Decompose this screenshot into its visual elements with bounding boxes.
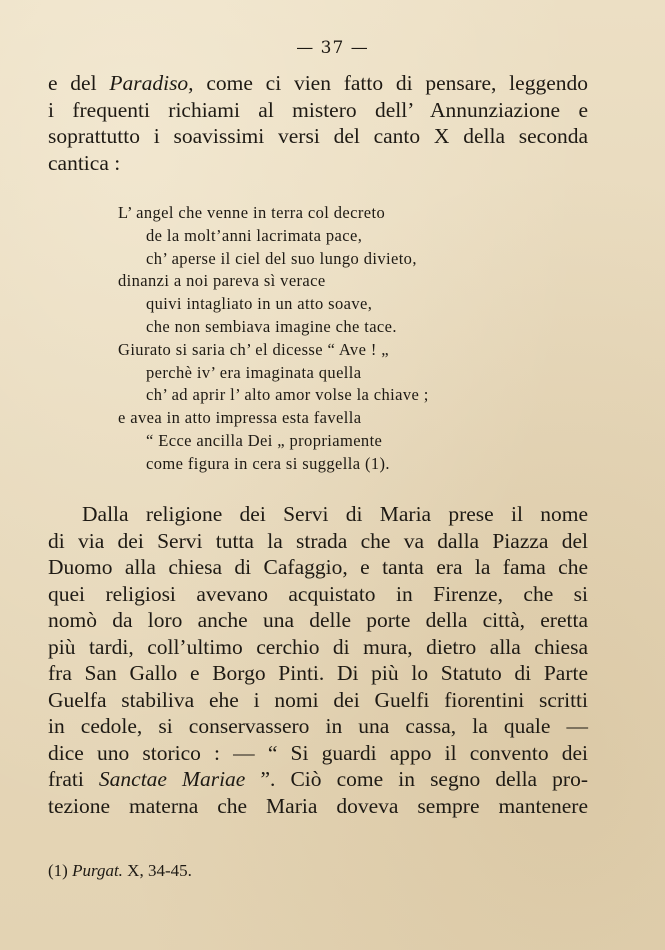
paragraph-line: nomò da loro anche una delle porte della città, eretta (48, 608, 588, 632)
page-number: — 37 — (296, 38, 369, 58)
paragraph-line: Duomo alla chiesa di Cafaggio, e tanta era la fama che (48, 555, 588, 579)
paragraph-line: più tardi, coll’ultimo cerchio di mura, dietro alla chiesa (48, 634, 588, 659)
poem-line: de la molt’anni lacrimata pace, (146, 225, 363, 245)
paragraph-2 (48, 501, 588, 819)
paragraph-line: tezione materna che Maria doveva sempre mantenere (48, 793, 588, 818)
paragraph-line: fra San Gallo e Borgo Pinti. Di più lo Statuto di Parte (48, 661, 588, 685)
paragraph-1 (48, 70, 588, 176)
poem-line: dinanzi a noi pareva sì verace (118, 271, 326, 291)
paragraph-line: i frequenti richiami al mistero dell’ Annunziazione e (48, 97, 588, 122)
paragraph-line: quei religiosi avevano acquistato in Firenze, che si (48, 581, 588, 606)
footnote-reference: X, 34-45. (127, 861, 192, 880)
footnote-marker: (1) (48, 861, 68, 880)
poem-line: perchè iv’ era imaginata quella (146, 362, 362, 382)
paragraph-line: Guelfa stabiliva ehe i nomi dei Guelfi fiorentini scritti (48, 687, 588, 712)
paragraph-line: frati Sanctae Mariae ”. Ciò come in segno della pro- (48, 767, 589, 791)
footnote (48, 861, 192, 881)
poem-quotation (118, 202, 429, 476)
poem-line: ch’ aperse il ciel del suo lungo divieto, (146, 248, 417, 268)
poem-line: quivi intagliato in un atto soave, (146, 294, 373, 314)
footnote-source: Purgat. (72, 861, 123, 880)
poem-line: come figura in cera si suggella (1). (146, 453, 390, 473)
paragraph-line: di via dei Servi tutta la strada che va dalla Piazza del (48, 528, 588, 553)
paragraph-line: dice uno storico : — “ Si guardi appo il convento dei (48, 740, 588, 765)
poem-line: “ Ecce ancilla Dei „ propriamente (146, 430, 383, 450)
poem-line: che non sembiava imagine che tace. (146, 316, 397, 336)
poem-line: Giurato si saria ch’ el dicesse “ Ave ! „ (118, 339, 389, 359)
poem-line: e avea in atto impressa esta favella (118, 408, 362, 428)
poem-line: ch’ ad aprir l’ alto amor volse la chiave ; (146, 385, 429, 405)
paragraph-line: cantica : (48, 150, 121, 175)
poem-line: L’ angel che venne in terra col decreto (118, 203, 386, 222)
paragraph-line: in cedole, si conservassero in una cassa, la quale — (48, 714, 588, 738)
paragraph-line: Dalla religione dei Servi di Maria prese il nome (82, 502, 588, 526)
paragraph-line: e del Paradiso, come ci vien fatto di pensare, leggendo (48, 71, 588, 95)
paragraph-line: soprattutto i soavissimi versi del canto X della seconda (48, 124, 588, 148)
